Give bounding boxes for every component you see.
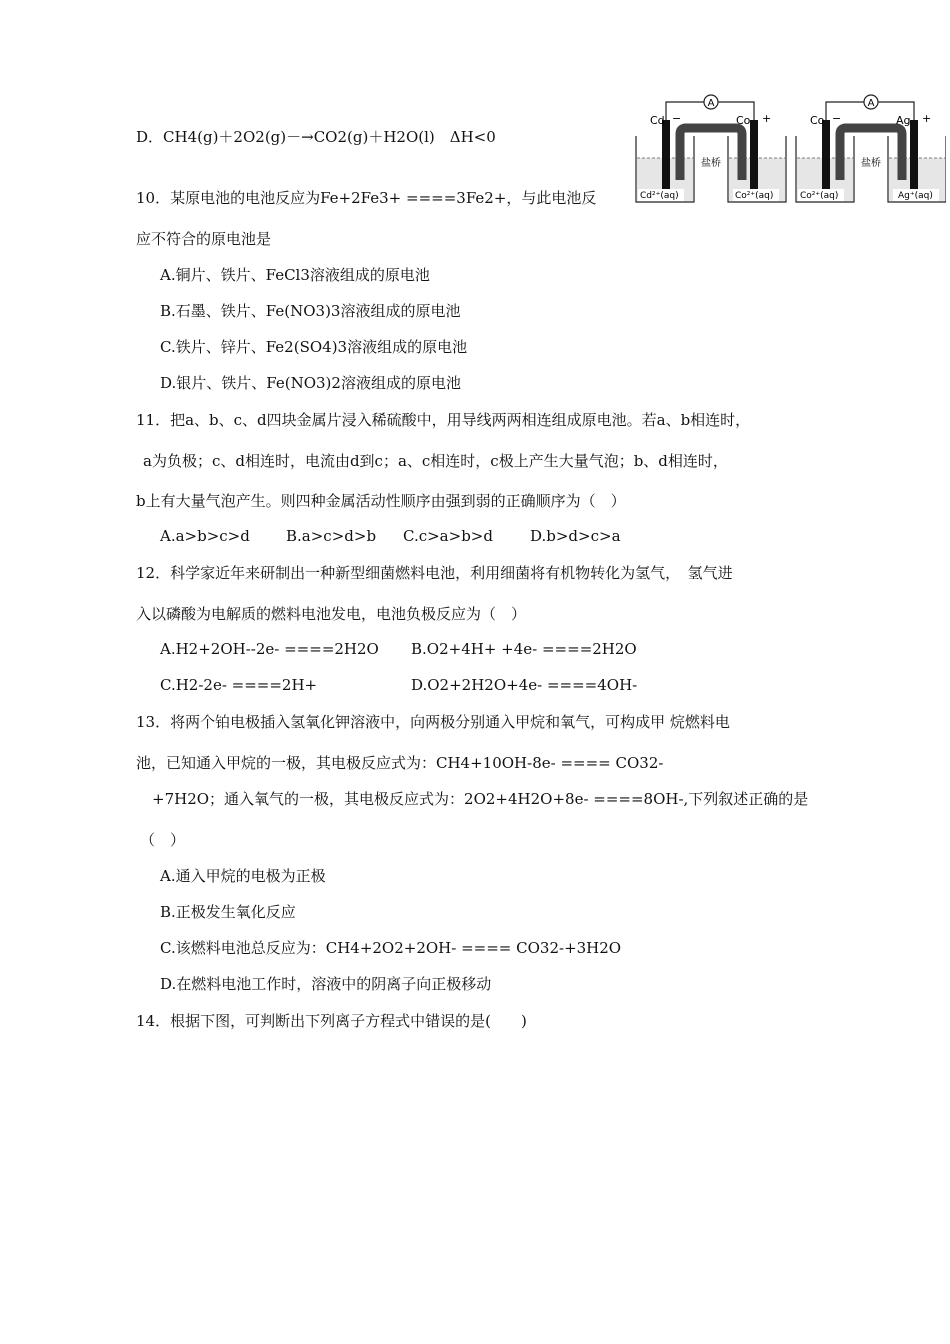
q11-stem-3: b上有大量气泡产生。则四种金属活动性顺序由强到弱的正确顺序为（ ） [136, 492, 626, 510]
q9-option-d: D．CH4(g)＋2O2(g)－→CO2(g)＋H2O(l) ΔH<0 [136, 128, 496, 146]
electrode-right [910, 120, 918, 190]
q10-option-b: B.石墨、铁片、Fe(NO3)3溶液组成的原电池 [160, 302, 461, 320]
cell-2 [796, 95, 946, 202]
sign-left: − [832, 112, 842, 125]
ammeter-label: A [707, 98, 715, 109]
q12-stem-2: 入以磷酸为电解质的燃料电池发电，电池负极反应为（ ） [136, 605, 527, 623]
solution-left-label: Cd²⁺(aq) [640, 191, 679, 201]
q12-option-b: B.O2+4H+ +4e- ====2H2O [411, 640, 637, 658]
salt-bridge-label: 盐桥 [701, 158, 721, 169]
q13-stem-1: 13．将两个铂电极插入氢氧化钾溶液中，向两极分别通入甲烷和氧气，可构成甲 烷燃料电 [136, 713, 730, 731]
electrode-right-label: Co [736, 114, 751, 127]
electrode-left-label: Cd [650, 114, 665, 127]
ammeter-label: A [867, 98, 875, 109]
sign-right: + [762, 112, 772, 125]
q13-option-a: A.通入甲烷的电极为正极 [160, 867, 326, 885]
q11-stem-2: a为负极；c、d相连时，电流由d到c；a、c相连时，c极上产生大量气泡；b、d相连时， [143, 452, 728, 470]
q10-stem-1: 10．某原电池的电池反应为Fe+2Fe3+ ====3Fe2+，与此电池反 [136, 189, 597, 207]
q13-stem-4: （ ） [140, 831, 186, 849]
sign-right: + [922, 112, 932, 125]
q12-stem-1: 12．科学家近年来研制出一种新型细菌燃料电池，利用细菌将有机物转化为氢气， 氢气进 [136, 564, 733, 582]
cell-1 [636, 95, 786, 202]
q12-options-row-2 [0, 676, 950, 696]
solution-right-label: Ag⁺(aq) [898, 191, 933, 201]
electrode-left [822, 120, 830, 190]
q10-option-a: A.铜片、铁片、FeCl3溶液组成的原电池 [160, 266, 430, 284]
q11-option-a: A.a>b>c>d [160, 527, 250, 545]
q13-option-c: C.该燃料电池总反应为：CH4+2O2+2OH- ==== CO32-+3H2O [160, 939, 622, 957]
electrode-left-label: Co [810, 114, 825, 127]
q11-options [0, 527, 950, 547]
q10-option-d: D.银片、铁片、Fe(NO3)2溶液组成的原电池 [160, 374, 461, 392]
q11-option-b: B.a>c>d>b [286, 527, 377, 545]
q13-stem-2: 池，已知通入甲烷的一极，其电极反应式为：CH4+10OH-8e- ==== CO32- [136, 754, 664, 772]
q14-stem-1: 14．根据下图，可判断出下列离子方程式中错误的是( ) [136, 1012, 527, 1030]
q13-option-d: D.在燃料电池工作时，溶液中的阴离子向正极移动 [160, 975, 492, 993]
q12-option-a: A.H2+2OH--2e- ====2H2O [160, 640, 379, 658]
electrode-left [662, 120, 670, 190]
q11-stem-1: 11．把a、b、c、d四块金属片浸入稀硫酸中，用导线两两相连组成原电池。若a、b相连时， [136, 411, 751, 429]
solution-left-label: Co²⁺(aq) [800, 191, 839, 201]
q11-option-d: D.b>d>c>a [530, 527, 621, 545]
sign-left: − [672, 112, 682, 125]
q12-option-c: C.H2-2e- ====2H+ [160, 676, 318, 694]
solution-right-label: Co²⁺(aq) [735, 191, 774, 201]
q13-option-b: B.正极发生氧化反应 [160, 903, 296, 921]
q12-options-row-1 [0, 640, 950, 660]
electrode-right [750, 120, 758, 190]
galvanic-cells-figure [632, 94, 946, 206]
electrode-right-label: Ag [896, 114, 911, 127]
salt-bridge-label: 盐桥 [861, 158, 881, 169]
q10-option-c: C.铁片、锌片、Fe2(SO4)3溶液组成的原电池 [160, 338, 468, 356]
q10-stem-2: 应不符合的原电池是 [136, 230, 272, 248]
q11-option-c: C.c>a>b>d [403, 527, 493, 545]
q13-stem-3: +7H2O；通入氧气的一极，其电极反应式为：2O2+4H2O+8e- ====8OH-,下列叙述正确的是 [152, 790, 809, 808]
q12-option-d: D.O2+2H2O+4e- ====4OH- [411, 676, 638, 694]
